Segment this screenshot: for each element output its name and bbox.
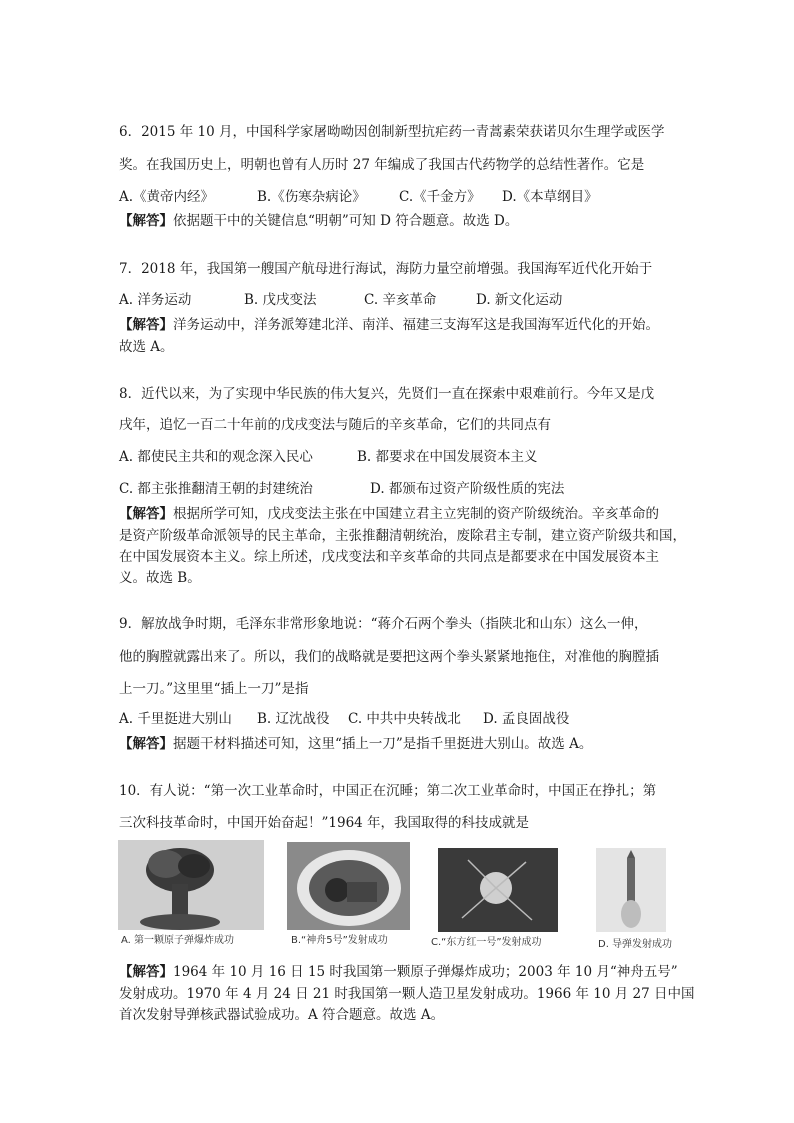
q9-options [119, 709, 679, 729]
caption-c: C.“东方红一号”发射成功 [431, 937, 542, 948]
q9-option-b: B. 辽沈战役 [257, 711, 330, 727]
q9-stem-line1: 9．解放战争时期，毛泽东非常形象地说：“蒋介石两个拳头（指陕北和山东）这么一伸， [119, 616, 648, 632]
q9-answer [119, 734, 592, 754]
caption-a: A. 第一颗原子弹爆炸成功 [121, 935, 235, 946]
caption-d: D. 导弹发射成功 [598, 939, 673, 950]
q6-answer-tag: 【解答】 [119, 213, 173, 229]
q6-option-a: A.《黄帝内经》 [119, 189, 215, 205]
q6-answer [119, 211, 518, 231]
mushroom-cloud-icon [118, 840, 264, 930]
q9-answer-tag: 【解答】 [119, 736, 173, 752]
q6-option-c: C.《千金方》 [399, 189, 481, 205]
q8-answer-line2: 是资产阶级革命派领导的民主革命，主张推翻清朝统治，废除君主专制，建立资产阶级共和国， [119, 528, 686, 544]
q10-stem-line2: 三次科技革命时，中国开始奋起！”1964 年，我国取得的科技成就是 [119, 815, 530, 831]
q8-option-b: B. 都要求在中国发展资本主义 [357, 449, 538, 465]
q6-answer-text: 依据题干中的关键信息“明朝”可知 D 符合题意。故选 D。 [173, 213, 519, 229]
q10-answer-line1 [119, 962, 678, 982]
q8-answer-line1 [119, 504, 659, 524]
q6-option-b: B.《伤寒杂病论》 [257, 189, 366, 205]
q7-answer-line1 [119, 315, 659, 335]
q8-option-c: C. 都主张推翻清王朝的封建统治 [119, 481, 313, 497]
q7-options [119, 290, 679, 310]
q7-answer-tag: 【解答】 [119, 317, 173, 333]
q7-answer-line2: 故选 A。 [119, 339, 174, 355]
satellite-icon [438, 848, 558, 932]
shenzhou-photo [287, 842, 410, 930]
q8-stem-line1: 8．近代以来，为了实现中华民族的伟大复兴，先贤们一直在探索中艰难前行。今年又是戊 [119, 386, 655, 402]
q10-answer-text: 1964 年 10 月 16 日 15 时我国第一颗原子弹爆炸成功；2003 年 10 月“神舟五号” [173, 964, 678, 980]
q6-options [119, 187, 679, 207]
satellite-photo [438, 848, 558, 932]
q10-stem-line1: 10．有人说：“第一次工业革命时，中国正在沉睡；第二次工业革命时，中国正在挣扎；第 [119, 783, 657, 799]
q8-options-row1 [119, 447, 679, 467]
q9-stem-line3: 上一刀。”这里里“插上一刀”是指 [119, 681, 309, 697]
missile-photo [596, 848, 666, 932]
q8-option-d: D. 都颁布过资产阶级性质的宪法 [370, 481, 565, 497]
q8-stem-line2: 戌年，追忆一百二十年前的戊戌变法与随后的辛亥革命，它们的共同点有 [119, 417, 551, 433]
q6-stem-line2: 奖。在我国历史上，明朝也曾有人历时 27 年编成了我国古代药物学的总结性著作。它是 [119, 157, 645, 173]
q8-answer-text: 根据所学可知，戊戌变法主张在中国建立君主立宪制的资产阶级统治。辛亥革命的 [173, 506, 659, 522]
q8-answer-line4: 义。故选 B。 [119, 570, 201, 586]
q6-option-d: D.《本草纲目》 [502, 189, 598, 205]
astronaut-icon [287, 842, 410, 930]
q9-answer-text: 据题干材料描述可知，这里“插上一刀”是指千里挺进大别山。故选 A。 [173, 736, 593, 752]
q10-answer-tag: 【解答】 [119, 964, 173, 980]
q9-option-a: A. 千里挺进大别山 [119, 711, 232, 727]
caption-b: B.“神舟5号”发射成功 [291, 935, 388, 946]
q8-answer-tag: 【解答】 [119, 506, 173, 522]
q9-option-d: D. 孟良固战役 [483, 711, 570, 727]
missile-icon [596, 848, 666, 932]
q9-option-c: C. 中共中央转战北 [348, 711, 461, 727]
q8-option-a: A. 都使民主共和的观念深入民心 [119, 449, 313, 465]
q7-answer-text: 洋务运动中，洋务派筹建北洋、南洋、福建三支海军这是我国海军近代化的开始。 [173, 317, 659, 333]
q7-option-b: B. 戊戌变法 [244, 292, 317, 308]
q7-stem-line1: 7．2018 年，我国第一艘国产航母进行海试，海防力量空前增强。我国海军近代化开始于 [119, 261, 653, 277]
q9-stem-line2: 他的胸膛就露出来了。所以，我们的战略就是要把这两个拳头紧紧地拖住，对准他的胸膛插 [119, 649, 659, 665]
q8-options-row2 [119, 479, 679, 499]
q10-answer-line3: 首次发射导弹核武器试验成功。A 符合题意。故选 A。 [119, 1007, 445, 1023]
atomic-bomb-photo [118, 840, 264, 930]
q8-answer-line3: 在中国发展资本主义。综上所述，戊戌变法和辛亥革命的共同点是都要求在中国发展资本主 [119, 549, 659, 565]
q6-stem-line1: 6．2015 年 10 月，中国科学家屠呦呦因创制新型抗疟药一青蒿素荣获诺贝尔生理学或医学 [119, 124, 665, 140]
q7-option-c: C. 辛亥革命 [364, 292, 437, 308]
q7-option-a: A. 洋务运动 [119, 292, 192, 308]
q7-option-d: D. 新文化运动 [476, 292, 563, 308]
q10-answer-line2: 发射成功。1970 年 4 月 24 日 21 时我国第一颗人造卫星发射成功。1966 年 10 月 27 日中国 [119, 986, 695, 1002]
